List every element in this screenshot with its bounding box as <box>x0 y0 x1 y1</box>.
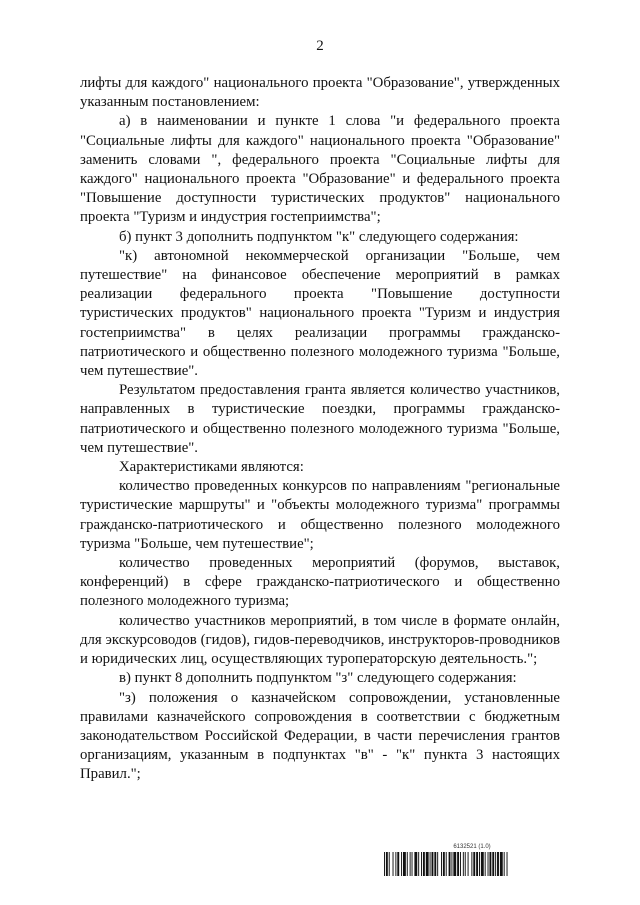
paragraph-subitem-z: "з) положения о казначейском сопровождении, установленные правилами казначейского сопровождения в соответствии с бюджетным законодательством Российской Федерации, в части перечисления грантов организациям, указанным в подпунктах "в" - "к" пункта 3 настоящих Правил."; <box>80 689 560 783</box>
paragraph-characteristic-participants: количество участников мероприятий, в том числе в формате онлайн, для экскурсоводов (гидов), гидов-переводчиков, инструкторов-проводников и юридических лиц, осуществляющих туроператорскую деятельность."; <box>80 612 560 668</box>
barcode-bars-icon <box>384 852 560 876</box>
barcode-bar <box>446 852 447 876</box>
barcode-bar <box>410 852 411 876</box>
barcode-bar <box>434 852 436 876</box>
barcode-bar <box>414 852 417 876</box>
barcode-bar <box>432 852 434 876</box>
barcode-bar <box>430 852 431 876</box>
paragraph-subitem-k: "к) автономной некоммерческой организации "Больше, чем путешествие" на финансовое обеспечение мероприятий в рамках реализации федерального проекта "Повышение доступности туристических продуктов" национального проекта "Туризм и индустрия гостеприимства" в целях реализации программы гражданско-патриотического и общественно полезного молодежного туризма "Больше, чем путешествие". <box>80 247 560 380</box>
barcode-bar <box>488 852 489 876</box>
barcode-id-text: 6132521 (1.0) <box>453 844 491 850</box>
barcode-bar <box>384 852 385 876</box>
barcode-bar <box>418 852 419 876</box>
barcode-bar <box>453 852 456 876</box>
barcode-bar <box>443 852 445 876</box>
barcode-bar <box>473 852 475 876</box>
barcode-bar <box>476 852 478 876</box>
barcode-bar <box>437 852 438 876</box>
barcode-bar <box>492 852 494 876</box>
paragraph-item-b: б) пункт 3 дополнить подпунктом "к" следующего содержания: <box>119 228 519 245</box>
barcode-bar <box>393 852 394 876</box>
barcode-bar <box>460 852 461 876</box>
barcode-bar <box>497 852 499 876</box>
barcode-bar <box>397 852 399 876</box>
barcode-bar <box>479 852 480 876</box>
barcode-bar <box>412 852 413 876</box>
barcode-bar <box>485 852 486 876</box>
barcode-bar <box>495 852 496 876</box>
barcode-bar <box>451 852 452 876</box>
barcode-bar <box>426 852 429 876</box>
paragraph-item-v: в) пункт 8 дополнить подпунктом "з" следующего содержания: <box>119 670 517 687</box>
barcode-bar <box>489 852 491 876</box>
barcode-bar <box>395 852 396 876</box>
document-body <box>80 74 560 785</box>
paragraph-item-a: а) в наименовании и пункте 1 слова "и федерального проекта "Социальные лифты для каждого" национального проекта "Образование" заменить словами ", федерального проекта "Социальные лифты для каждого" национального проекта "Образование" и федерального проекта "Повышение доступности туристических продуктов" национального проекта "Туризм и индустрия гостеприимства"; <box>80 113 560 226</box>
barcode-bar <box>423 852 425 876</box>
paragraph-characteristic-events: количество проведенных мероприятий (форумов, выставок, конференций) в сфере гражданско-патриотического и общественно полезного молодежного туризма; <box>80 555 560 610</box>
paragraph-grant-result: Результатом предоставления гранта является количество участников, направленных в туристические поездки, программы гражданско-патриотического и общественно полезного молодежного туризма "Больше, чем путешествие". <box>80 382 560 456</box>
barcode-bar <box>449 852 451 876</box>
barcode-bar <box>481 852 484 876</box>
paragraph-characteristic-contests: количество проведенных конкурсов по направлениям "региональные туристические маршруты" и "объекты молодежного туризма" программы гражданско-патриотического и общественно полезного молодежного туризма "Больше, чем путешествие"; <box>80 478 560 552</box>
barcode-bar <box>386 852 388 876</box>
barcode-bar <box>457 852 459 876</box>
barcode-bar <box>471 852 472 876</box>
paragraph-continuation: лифты для каждого" национального проекта "Образование", утвержденных указанным постановлением: <box>80 75 560 111</box>
barcode-bar <box>441 852 442 876</box>
barcode-bar <box>465 852 466 876</box>
barcode-bar <box>407 852 408 876</box>
barcode <box>384 844 560 876</box>
barcode-bar <box>463 852 464 876</box>
barcode-bar <box>504 852 505 876</box>
barcode-bar <box>468 852 469 876</box>
barcode-bar <box>403 852 406 876</box>
page-number: 2 <box>316 38 324 54</box>
barcode-bar <box>507 852 508 876</box>
barcode-bar <box>389 852 390 876</box>
barcode-bar <box>500 852 503 876</box>
barcode-bar <box>421 852 422 876</box>
paragraph-characteristics-heading: Характеристиками являются: <box>119 459 304 476</box>
barcode-bar <box>401 852 402 876</box>
